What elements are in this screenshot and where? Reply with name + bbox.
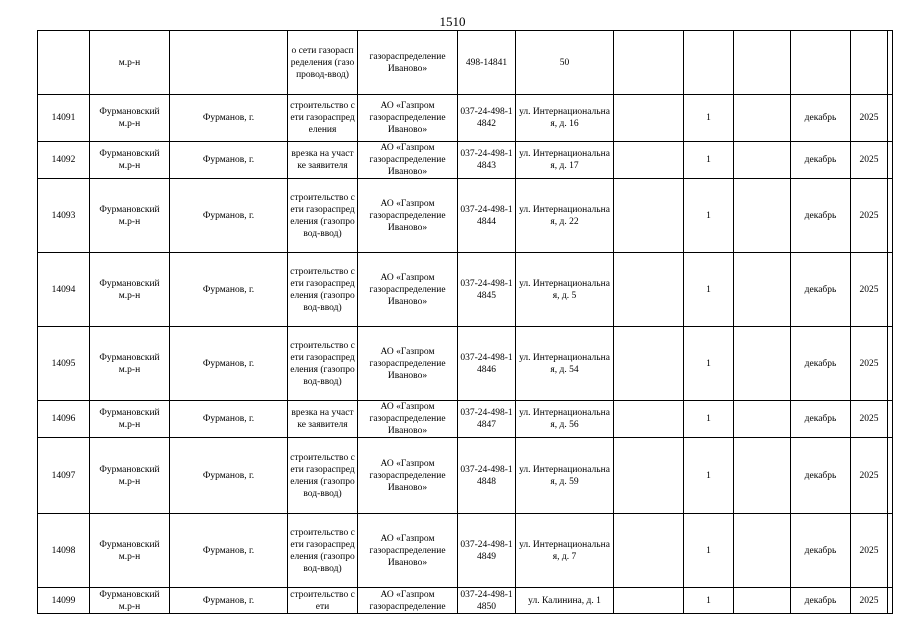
table-row bbox=[38, 179, 893, 253]
empty-cell bbox=[734, 438, 791, 514]
work-type-cell: строительство сети газораспределения bbox=[288, 95, 358, 142]
code-cell: 037-24-498-14849 bbox=[458, 514, 516, 588]
work-type-cell: строительство сети газораспределения (газопровод-ввод) bbox=[288, 514, 358, 588]
empty-cell bbox=[614, 253, 684, 327]
address-cell: ул. Интернациональная, д. 5 bbox=[516, 253, 614, 327]
empty-cell bbox=[614, 142, 684, 179]
work-type-cell: врезка на участке заявителя bbox=[288, 142, 358, 179]
code-cell: 037-24-498-14843 bbox=[458, 142, 516, 179]
empty-cell bbox=[614, 179, 684, 253]
district-cell: Фурмановский м.р-н bbox=[90, 588, 170, 614]
quantity-cell bbox=[684, 31, 734, 95]
empty-cell bbox=[614, 95, 684, 142]
address-cell: ул. Интернациональная, д. 59 bbox=[516, 438, 614, 514]
month-cell: декабрь bbox=[791, 401, 851, 438]
year-cell: 2025 bbox=[851, 253, 888, 327]
empty-cell bbox=[734, 95, 791, 142]
empty-cell bbox=[614, 588, 684, 614]
work-type-cell: строительство сети газораспределения (газопровод-ввод) bbox=[288, 438, 358, 514]
row-number-cell: 14096 bbox=[38, 401, 90, 438]
empty-cell bbox=[888, 253, 893, 327]
code-cell: 498-14841 bbox=[458, 31, 516, 95]
month-cell: декабрь bbox=[791, 179, 851, 253]
quantity-cell: 1 bbox=[684, 588, 734, 614]
code-cell: 037-24-498-14850 bbox=[458, 588, 516, 614]
month-cell: декабрь bbox=[791, 327, 851, 401]
table-row bbox=[38, 142, 893, 179]
row-number-cell: 14097 bbox=[38, 438, 90, 514]
organization-cell: АО «Газпром газораспределение Иваново» bbox=[358, 95, 458, 142]
row-number-cell: 14094 bbox=[38, 253, 90, 327]
work-type-cell: строительство сети bbox=[288, 588, 358, 614]
year-cell: 2025 bbox=[851, 95, 888, 142]
month-cell: декабрь bbox=[791, 95, 851, 142]
code-cell: 037-24-498-14844 bbox=[458, 179, 516, 253]
empty-cell bbox=[614, 438, 684, 514]
empty-cell bbox=[888, 179, 893, 253]
organization-cell: АО «Газпром газораспределение Иваново» bbox=[358, 253, 458, 327]
quantity-cell: 1 bbox=[684, 327, 734, 401]
city-cell: Фурманов, г. bbox=[170, 514, 288, 588]
organization-cell: АО «Газпром газораспределение Иваново» bbox=[358, 401, 458, 438]
month-cell: декабрь bbox=[791, 438, 851, 514]
empty-cell bbox=[888, 438, 893, 514]
work-type-cell: строительство сети газораспределения (газопровод-ввод) bbox=[288, 179, 358, 253]
address-cell: ул. Интернациональная, д. 16 bbox=[516, 95, 614, 142]
quantity-cell: 1 bbox=[684, 438, 734, 514]
quantity-cell: 1 bbox=[684, 142, 734, 179]
row-number-cell: 14093 bbox=[38, 179, 90, 253]
quantity-cell: 1 bbox=[684, 514, 734, 588]
row-number-cell bbox=[38, 31, 90, 95]
organization-cell: АО «Газпром газораспределение bbox=[358, 588, 458, 614]
table-row bbox=[38, 588, 893, 614]
year-cell: 2025 bbox=[851, 588, 888, 614]
organization-cell: АО «Газпром газораспределение Иваново» bbox=[358, 179, 458, 253]
district-cell: Фурмановский м.р-н bbox=[90, 179, 170, 253]
month-cell: декабрь bbox=[791, 142, 851, 179]
row-number-cell: 14098 bbox=[38, 514, 90, 588]
year-cell: 2025 bbox=[851, 179, 888, 253]
empty-cell bbox=[888, 588, 893, 614]
row-number-cell: 14091 bbox=[38, 95, 90, 142]
empty-cell bbox=[614, 401, 684, 438]
table-row bbox=[38, 31, 893, 95]
city-cell: Фурманов, г. bbox=[170, 179, 288, 253]
empty-cell bbox=[888, 142, 893, 179]
address-cell: ул. Интернациональная, д. 22 bbox=[516, 179, 614, 253]
empty-cell bbox=[614, 31, 684, 95]
empty-cell bbox=[734, 253, 791, 327]
empty-cell bbox=[734, 588, 791, 614]
city-cell: Фурманов, г. bbox=[170, 95, 288, 142]
empty-cell bbox=[734, 179, 791, 253]
quantity-cell: 1 bbox=[684, 401, 734, 438]
quantity-cell: 1 bbox=[684, 253, 734, 327]
empty-cell bbox=[888, 327, 893, 401]
organization-cell: газораспределение Иваново» bbox=[358, 31, 458, 95]
address-cell: 50 bbox=[516, 31, 614, 95]
month-cell: декабрь bbox=[791, 514, 851, 588]
empty-cell bbox=[734, 514, 791, 588]
empty-cell bbox=[734, 142, 791, 179]
year-cell: 2025 bbox=[851, 514, 888, 588]
district-cell: Фурмановский м.р-н bbox=[90, 514, 170, 588]
address-cell: ул. Интернациональная, д. 7 bbox=[516, 514, 614, 588]
organization-cell: АО «Газпром газораспределение Иваново» bbox=[358, 514, 458, 588]
row-number-cell: 14092 bbox=[38, 142, 90, 179]
code-cell: 037-24-498-14842 bbox=[458, 95, 516, 142]
organization-cell: АО «Газпром газораспределение Иваново» bbox=[358, 438, 458, 514]
table-row bbox=[38, 438, 893, 514]
code-cell: 037-24-498-14847 bbox=[458, 401, 516, 438]
code-cell: 037-24-498-14846 bbox=[458, 327, 516, 401]
empty-cell bbox=[888, 31, 893, 95]
gas-connection-table bbox=[37, 30, 893, 614]
address-cell: ул. Калинина, д. 1 bbox=[516, 588, 614, 614]
address-cell: ул. Интернациональная, д. 17 bbox=[516, 142, 614, 179]
month-cell bbox=[791, 31, 851, 95]
year-cell bbox=[851, 31, 888, 95]
organization-cell: АО «Газпром газораспределение Иваново» bbox=[358, 327, 458, 401]
city-cell bbox=[170, 31, 288, 95]
month-cell: декабрь bbox=[791, 253, 851, 327]
table-row bbox=[38, 327, 893, 401]
year-cell: 2025 bbox=[851, 327, 888, 401]
city-cell: Фурманов, г. bbox=[170, 142, 288, 179]
district-cell: Фурмановский м.р-н bbox=[90, 253, 170, 327]
work-type-cell: о сети газораспределения (газопровод-ввод) bbox=[288, 31, 358, 95]
code-cell: 037-24-498-14845 bbox=[458, 253, 516, 327]
district-cell: Фурмановский м.р-н bbox=[90, 95, 170, 142]
empty-cell bbox=[734, 31, 791, 95]
district-cell: Фурмановский м.р-н bbox=[90, 142, 170, 179]
city-cell: Фурманов, г. bbox=[170, 327, 288, 401]
empty-cell bbox=[888, 514, 893, 588]
table-row bbox=[38, 514, 893, 588]
row-number-cell: 14095 bbox=[38, 327, 90, 401]
year-cell: 2025 bbox=[851, 401, 888, 438]
work-type-cell: строительство сети газораспределения (газопровод-ввод) bbox=[288, 327, 358, 401]
work-type-cell: строительство сети газораспределения (газопровод-ввод) bbox=[288, 253, 358, 327]
code-cell: 037-24-498-14848 bbox=[458, 438, 516, 514]
work-type-cell: врезка на участке заявителя bbox=[288, 401, 358, 438]
year-cell: 2025 bbox=[851, 142, 888, 179]
organization-cell: АО «Газпром газораспределение Иваново» bbox=[358, 142, 458, 179]
district-cell: Фурмановский м.р-н bbox=[90, 438, 170, 514]
district-cell: Фурмановский м.р-н bbox=[90, 401, 170, 438]
empty-cell bbox=[888, 95, 893, 142]
empty-cell bbox=[614, 514, 684, 588]
month-cell: декабрь bbox=[791, 588, 851, 614]
page-number: 1510 bbox=[439, 14, 466, 29]
year-cell: 2025 bbox=[851, 438, 888, 514]
empty-cell bbox=[888, 401, 893, 438]
empty-cell bbox=[734, 327, 791, 401]
row-number-cell: 14099 bbox=[38, 588, 90, 614]
table-row bbox=[38, 253, 893, 327]
quantity-cell: 1 bbox=[684, 179, 734, 253]
table-row bbox=[38, 95, 893, 142]
empty-cell bbox=[734, 401, 791, 438]
city-cell: Фурманов, г. bbox=[170, 253, 288, 327]
empty-cell bbox=[614, 327, 684, 401]
quantity-cell: 1 bbox=[684, 95, 734, 142]
district-cell: Фурмановский м.р-н bbox=[90, 327, 170, 401]
address-cell: ул. Интернациональная, д. 56 bbox=[516, 401, 614, 438]
district-cell: м.р-н bbox=[90, 31, 170, 95]
address-cell: ул. Интернациональная, д. 54 bbox=[516, 327, 614, 401]
table-row bbox=[38, 401, 893, 438]
city-cell: Фурманов, г. bbox=[170, 401, 288, 438]
city-cell: Фурманов, г. bbox=[170, 438, 288, 514]
city-cell: Фурманов, г. bbox=[170, 588, 288, 614]
